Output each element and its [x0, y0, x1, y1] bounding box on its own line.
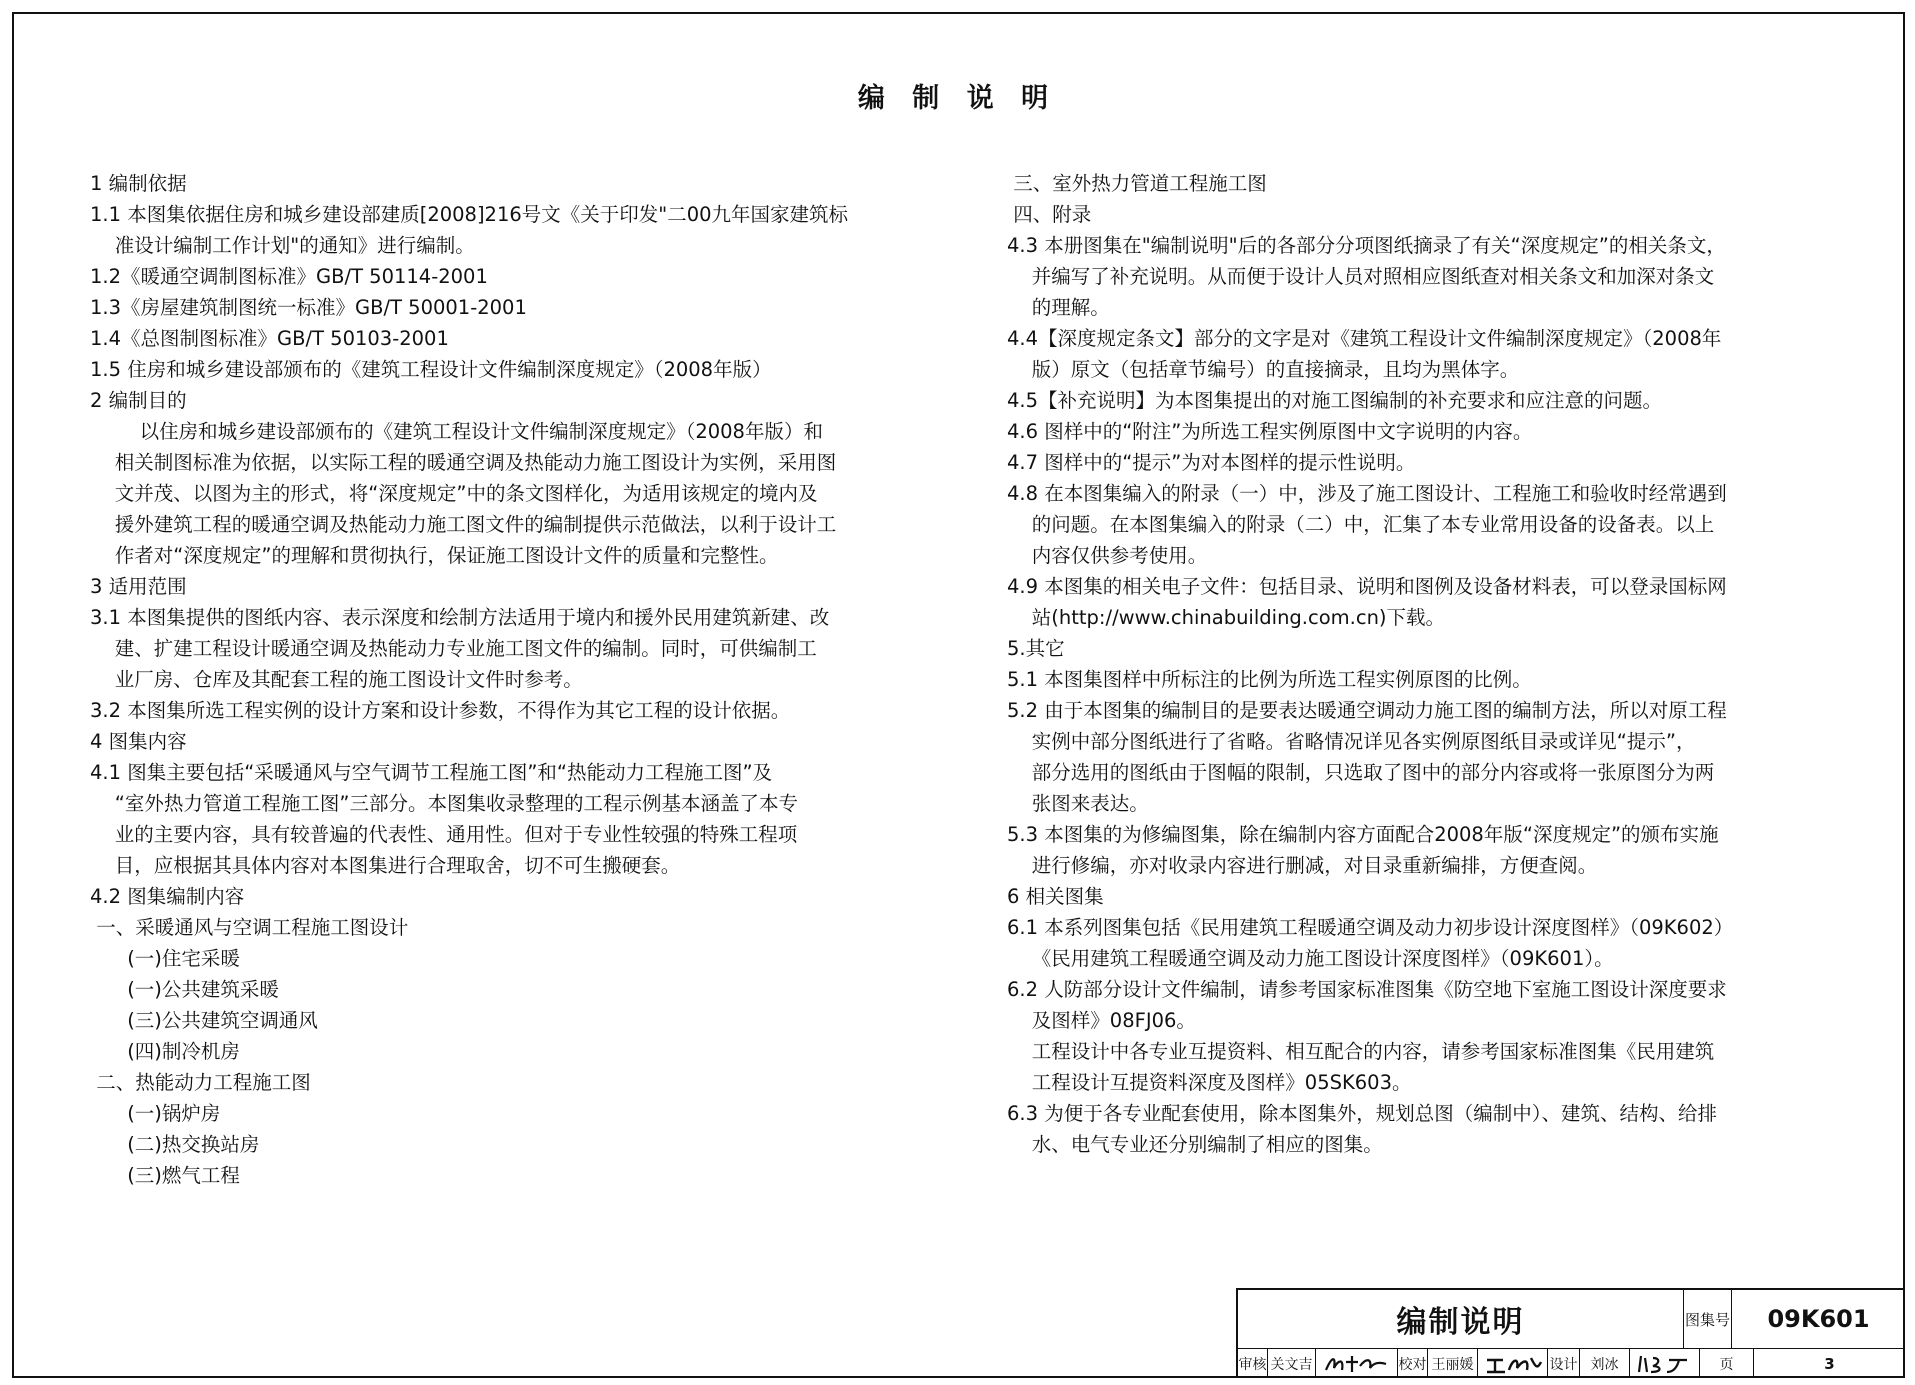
atlas-number-label: 图集号 — [1684, 1310, 1730, 1329]
atlas-number-label-cell — [1684, 1290, 1732, 1348]
page-label: 页 — [1719, 1356, 1734, 1373]
text-line: (三)公共建筑空调通风 — [90, 1009, 318, 1032]
text-line: 相关制图标准为依据，以实际工程的暖通空调及热能动力施工图设计为实例，采用图 — [90, 451, 837, 474]
review-label-cell — [1238, 1349, 1268, 1378]
text-line: 及图样》08FJ06。 — [1007, 1009, 1196, 1032]
review-label: 审核 — [1238, 1356, 1267, 1373]
right-column — [1007, 168, 1827, 1160]
text-line: 二、热能动力工程施工图 — [90, 1071, 311, 1094]
text-line: 并编写了补充说明。从而便于设计人员对照相应图纸查对相关条文和加深对条文 — [1007, 265, 1715, 288]
text-line: 4 图集内容 — [90, 730, 187, 753]
text-line: 4.8 在本图集编入的附录（一）中，涉及了施工图设计、工程施工和验收时经常遇到 — [1007, 482, 1727, 505]
text-line: 6.3 为便于各专业配套使用，除本图集外，规划总图（编制中）、建筑、结构、给排 — [1007, 1102, 1717, 1125]
text-line: 实例中部分图纸进行了省略。省略情况详见各实例原图纸目录或详见“提示”， — [1007, 730, 1696, 753]
text-line: 5.其它 — [1007, 637, 1065, 660]
text-line: 3.2 本图集所选工程实例的设计方案和设计参数，不得作为其它工程的设计依据。 — [90, 699, 791, 722]
text-line: 文并茂、以图为主的形式，将“深度规定”中的条文图样化，为适用该规定的境内及 — [90, 482, 818, 505]
text-line: 6 相关图集 — [1007, 885, 1104, 908]
text-line: 1.4《总图制图标准》GB/T 50103-2001 — [90, 327, 449, 350]
checker-name-cell — [1428, 1349, 1478, 1378]
text-line: 三、室外热力管道工程施工图 — [1007, 172, 1267, 195]
designer-signature-icon — [1635, 1352, 1695, 1376]
text-line: 1.3《房屋建筑制图统一标准》GB/T 50001-2001 — [90, 296, 527, 319]
page-label-cell — [1700, 1349, 1754, 1378]
text-line: 4.7 图样中的“提示”为对本图样的提示性说明。 — [1007, 451, 1416, 474]
text-line: 张图来表达。 — [1007, 792, 1149, 815]
reviewer-name: 关文吉 — [1270, 1356, 1313, 1373]
text-line: 作者对“深度规定”的理解和贯彻执行，保证施工图设计文件的质量和完整性。 — [90, 544, 779, 567]
atlas-number-cell — [1732, 1290, 1905, 1348]
text-line: 部分选用的图纸由于图幅的限制，只选取了图中的部分内容或将一张原图分为两 — [1007, 761, 1715, 784]
text-line: 的问题。在本图集编入的附录（二）中，汇集了本专业常用设备的设备表。以上 — [1007, 513, 1715, 536]
designer-signature — [1630, 1349, 1700, 1378]
reviewer-name-cell — [1268, 1349, 1316, 1378]
drawing-title-cell — [1238, 1290, 1684, 1348]
page-number: 3 — [1824, 1354, 1835, 1373]
text-line: 4.2 图集编制内容 — [90, 885, 245, 908]
text-line: (一)公共建筑采暖 — [90, 978, 279, 1001]
left-column — [90, 168, 930, 1191]
text-line: 4.4【深度规定条文】部分的文字是对《建筑工程设计文件编制深度规定》（2008年 — [1007, 327, 1722, 350]
text-line: 进行修编，亦对收录内容进行删减，对目录重新编排，方便查阅。 — [1007, 854, 1598, 877]
designer-name: 刘冰 — [1590, 1356, 1619, 1373]
text-line: 1.2《暖通空调制图标准》GB/T 50114-2001 — [90, 265, 488, 288]
check-label-cell — [1398, 1349, 1428, 1378]
text-line: 水、电气专业还分别编制了相应的图集。 — [1007, 1133, 1383, 1156]
text-line: (三)燃气工程 — [90, 1164, 240, 1187]
text-line: 1.1 本图集依据住房和城乡建设部建质[2008]216号文《关于印发"二00九年国家建筑标 — [90, 203, 849, 226]
text-line: 建、扩建工程设计暖通空调及热能动力专业施工图文件的编制。同时，可供编制工 — [90, 637, 817, 660]
text-line: 5.2 由于本图集的编制目的是要表达暖通空调动力施工图的编制方法，所以对原工程 — [1007, 699, 1727, 722]
text-line: (二)热交换站房 — [90, 1133, 260, 1156]
text-line: 内容仅供参考使用。 — [1007, 544, 1208, 567]
title-block-top-row — [1238, 1290, 1905, 1349]
text-line: 一、采暖通风与空调工程施工图设计 — [90, 916, 409, 939]
text-line: “室外热力管道工程施工图”三部分。本图集收录整理的工程示例基本涵盖了本专 — [90, 792, 798, 815]
page-number-cell — [1754, 1349, 1905, 1378]
text-line: 2 编制目的 — [90, 389, 187, 412]
text-line: 业厂房、仓库及其配套工程的施工图设计文件时参考。 — [90, 668, 583, 691]
text-line: 5.3 本图集的为修编图集，除在编制内容方面配合2008年版“深度规定”的颁布实施 — [1007, 823, 1719, 846]
text-line: 4.5【补充说明】为本图集提出的对施工图编制的补充要求和应注意的问题。 — [1007, 389, 1663, 412]
text-line: 以住房和城乡建设部颁布的《建筑工程设计文件编制深度规定》（2008年版）和 — [90, 420, 823, 443]
text-line: 援外建筑工程的暖通空调及热能动力施工图文件的编制提供示范做法，以利于设计工 — [90, 513, 837, 536]
title-block — [1236, 1288, 1905, 1378]
checker-signature — [1478, 1349, 1548, 1378]
text-line: 4.3 本册图集在"编制说明"后的各部分分项图纸摘录了有关“深度规定”的相关条文， — [1007, 234, 1726, 257]
text-line: (一)住宅采暖 — [90, 947, 240, 970]
text-line: 四、附录 — [1007, 203, 1092, 226]
text-line: 工程设计互提资料深度及图样》05SK603。 — [1007, 1071, 1412, 1094]
text-line: 工程设计中各专业互提资料、相互配合的内容，请参考国家标准图集《民用建筑 — [1007, 1040, 1715, 1063]
design-label-cell — [1548, 1349, 1580, 1378]
text-line: 1 编制依据 — [90, 172, 187, 195]
text-line: (一)锅炉房 — [90, 1102, 221, 1125]
text-line: 5.1 本图集图样中所标注的比例为所选工程实例原图的比例。 — [1007, 668, 1532, 691]
text-line: 版）原文（包括章节编号）的直接摘录，且均为黑体字。 — [1007, 358, 1520, 381]
text-line: 准设计编制工作计划"的通知》进行编制。 — [90, 234, 475, 257]
text-line: 4.9 本图集的相关电子文件：包括目录、说明和图例及设备材料表，可以登录国标网 — [1007, 575, 1727, 598]
text-line: 6.2 人防部分设计文件编制，请参考国家标准图集《防空地下室施工图设计深度要求 — [1007, 978, 1727, 1001]
check-label: 校对 — [1398, 1356, 1427, 1373]
designer-name-cell — [1580, 1349, 1630, 1378]
text-line: 3.1 本图集提供的图纸内容、表示深度和绘制方法适用于境内和援外民用建筑新建、改 — [90, 606, 830, 629]
reviewer-signature-icon — [1322, 1352, 1392, 1376]
text-line: 6.1 本系列图集包括《民用建筑工程暖通空调及动力初步设计深度图样》（09K602） — [1007, 916, 1734, 939]
text-line: 的理解。 — [1007, 296, 1110, 319]
text-line: 站(http://www.chinabuilding.com.cn)下载。 — [1007, 606, 1446, 629]
checker-name: 王丽媛 — [1431, 1356, 1474, 1373]
reviewer-signature — [1316, 1349, 1398, 1378]
text-line: 4.1 图集主要包括“采暖通风与空气调节工程施工图”和“热能动力工程施工图”及 — [90, 761, 773, 784]
text-line: (四)制冷机房 — [90, 1040, 240, 1063]
text-line: 目，应根据其具体内容对本图集进行合理取舍，切不可生搬硬套。 — [90, 854, 681, 877]
checker-signature-icon — [1483, 1352, 1543, 1376]
drawing-title: 编制说明 — [1396, 1305, 1525, 1340]
title-block-bottom-row — [1238, 1349, 1905, 1378]
text-line: 《民用建筑工程暖通空调及动力施工图设计深度图样》（09K601）。 — [1007, 947, 1614, 970]
text-line: 业的主要内容，具有较普遍的代表性、通用性。但对于专业性较强的特殊工程项 — [90, 823, 798, 846]
text-line: 3 适用范围 — [90, 575, 187, 598]
text-line: 1.5 住房和城乡建设部颁布的《建筑工程设计文件编制深度规定》（2008年版） — [90, 358, 772, 381]
text-line: 4.6 图样中的“附注”为所选工程实例原图中文字说明的内容。 — [1007, 420, 1533, 443]
atlas-number: 09K601 — [1767, 1305, 1870, 1333]
page-title: 编 制 说 明 — [857, 83, 1058, 114]
design-label: 设计 — [1549, 1356, 1578, 1373]
